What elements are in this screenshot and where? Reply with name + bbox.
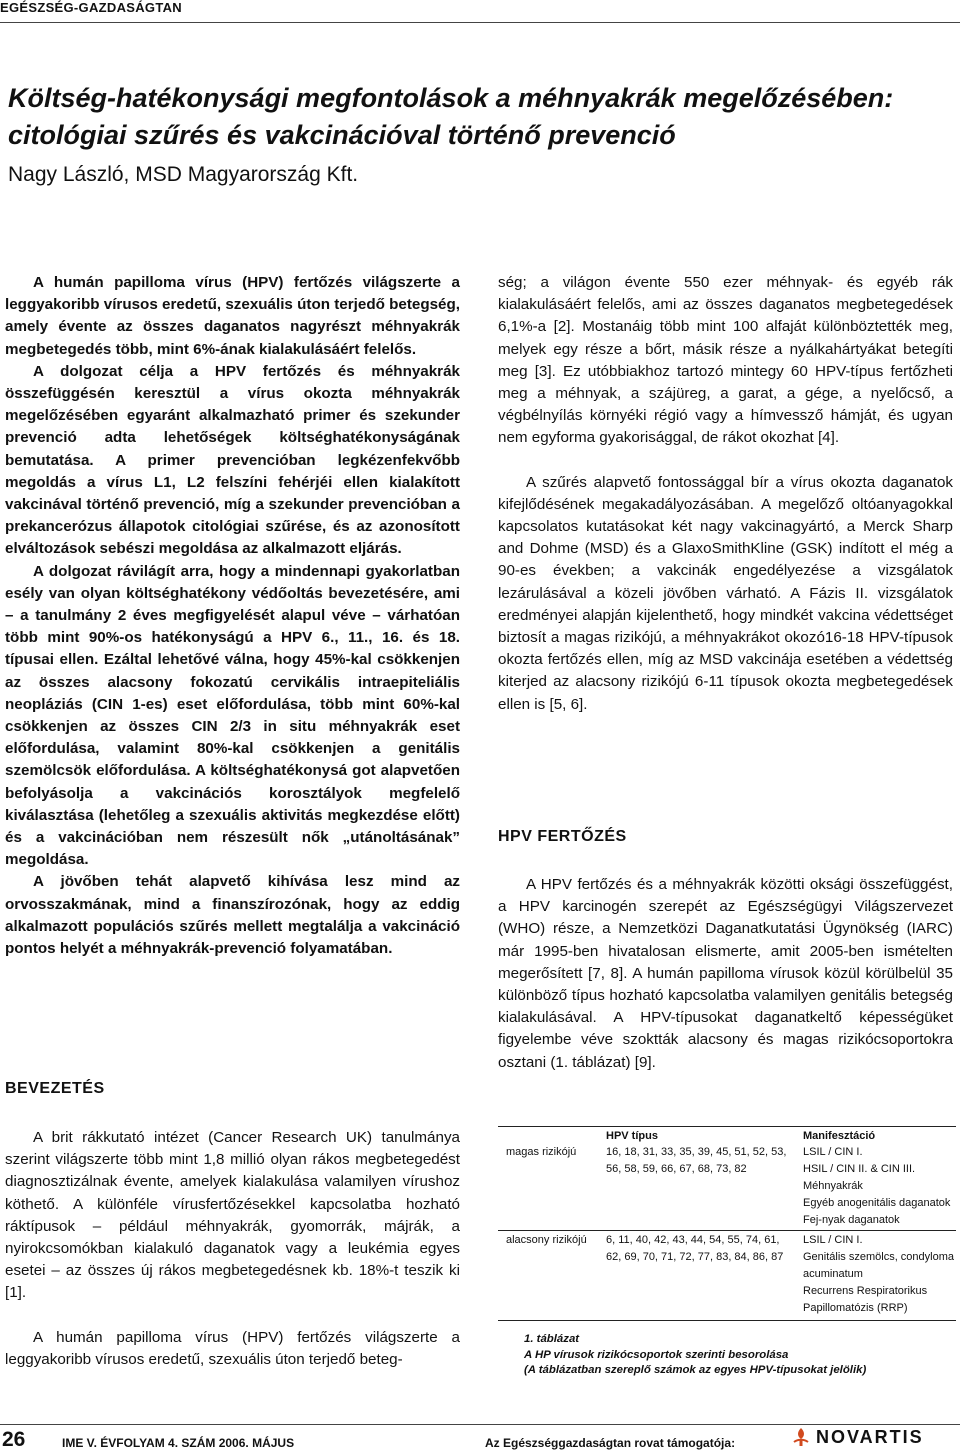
table-header-type: HPV típus [606,1130,658,1142]
caption-title: A HP vírusok rizikócsoportok szerinti besorolása [524,1348,789,1361]
caption-label: 1. táblázat [524,1333,580,1345]
table-types-line: 6, 11, 40, 42, 43, 44, 54, 55, 74, 61, [606,1234,780,1246]
table-manifest-line: LSIL / CIN I. [803,1234,863,1246]
right-column-text [498,272,953,716]
table-row-group: magas rizikójú [506,1146,577,1158]
logo-wordmark: NOVARTIS [816,1426,924,1447]
table-caption [524,1332,866,1379]
table-mid-rule [498,1230,956,1231]
section-label: EGÉSZSÉG-GAZDASÁGTAN [0,0,182,15]
table-types [606,1232,783,1266]
table-types [606,1144,786,1178]
table-types-line: 16, 18, 31, 33, 35, 39, 45, 51, 52, 53, [606,1146,787,1158]
right-paragraph: ség; a világon évente 550 ezer méhnyak- és egyéb rák kialakulásáért felelős, ami az összes daganatos megbetegedések 6,1%-a [2]. Mostanáig több mint 100 alfaját különböztették meg, melyek egy része a bőrt, másik része a nyálkahártyákat betegíti meg [3]. Ez utóbbiakhoz tartozó mintegy 60 HPV-típus fertőzheti meg a méhnyak, a szájüreg, a garat, a gége, a nyelőcső, a végbélnyílás környéki régió vagy a hímvessző hámját, és ugyan nem egyforma gyakorisággal, de rákot okozhat [4]. [498,274,953,447]
table-types-line: 56, 58, 59, 66, 67, 68, 73, 82 [606,1163,747,1175]
table-bottom-rule [498,1320,956,1321]
hpv-paragraph: A HPV fertőzés és a méhnyakrák közötti oksági összefüggést, a HPV karcinogén szerepét az Egészségügyi Világszervezet (WHO) része, a Nemzetközi Daganatkutatási Ügynökség (IARC) már 1995-ben hivatalosan elismerte, amit 2005-ben ismételten megerősített [7, 8]. A humán papilloma vírusok közül körülbelül 35 különböző típus hozható kapcsolatba valamilyen genitális betegség kialakulásával. A HPV-típusokat daganatkeltő képességüket figyelembe véve szoktták alacsony és magas rizikócsoportokra osztani (1. táblázat) [9]. [498,876,953,1071]
abstract-paragraph: A humán papilloma vírus (HPV) fertőzés világszerte a leggyakoribb vírusos eredetű, szexuális úton terjedő betegség, amely évente az összes daganatos nagyrészt méhnyakrák megbetegedés több, mint 6%-ának kialakulásáért felelős. [5,274,460,358]
abstract-paragraph: A dolgozat rávilágít arra, hogy a mindennapi gyakorlatban esély van olyan költséghatékony védőoltás bevezetésére, ami – a tanulmány 2 éves megfigyelését alapul véve – várhatóan több mint 90%-os hatékonyságú a HPV 6., 11., 16. és 18. típusai ellen. Ezáltal lehetővé válna, hogy 45%-kal csökkenjen az összes alacsony fokozatú cervikális intraepiteliális neopláziás (CIN 1-es) eset előfordulása, több mint 60%-kal csökkenjen az összes CIN 2/3 in situ méhnyakrák eset előfordulása, valamint 80%-kal csökkenjen a genitális szemölcsök előfordulása. A költséghatékonysá got alapvetően befolyásolja a vakcinációs korosztályok megfelelő kiválasztása (lehetőleg a szexuális aktivitás megkezdése előtt) és a vakcinációban nem részesült nők „utánoltásának” megoldása. [5,562,460,869]
table-manifest [803,1144,950,1229]
intro-heading: BEVEZETÉS [5,1080,105,1097]
table-manifest-line: Méhnyakrák [803,1180,863,1192]
hpv-body [498,874,953,1074]
table-manifest [803,1232,954,1317]
caption-note: (A táblázatban szereplő számok az egyes HPV-típusokat jelölik) [524,1364,867,1376]
table-manifest-line: Genitális szemölcs, condyloma [803,1251,955,1263]
hpv-heading: HPV FERTŐZÉS [498,828,627,845]
intro-paragraph: A brit rákkutató intézet (Cancer Research UK) tanulmánya szerint világszerte több mint 1,8 millió olyan rákos megbetegedést diagnosztizálnak évente, amelyek kialakulása valamilyen vírushoz köthető. A különféle vírusfertőzésekkel kapcsolatba hozható ráktípusok – például méhnyakrák, gyomorrák, májrák, a nyirokcsomókban kialakuló daganatok vagy a leukémia egyes esetei – az összes új rákos megbetegedésnek kb. 18%-t teszik ki [1]. [5,1129,460,1302]
abstract-paragraph: A dolgozat célja a HPV fertőzés és méhnyakrák összefüggésén keresztül a vírus okozta méhnyakrák megelőzésében egyaránt alkalmazható primer és szekunder prevenció adta lehetőségek költséghatékonyságának bemutatása. A primer prevencióban legkézenfekvőbb megoldás a vírus L1, L2 felszíni fehérjéi ellen kialakított vakcinával történő prevenció, míg a szekunder prevencióban a prekancerózus állapotok citológiai szűrése, és az azonosított elváltozások sebészi megoldása az alkalmazott eljárás. [5,362,460,558]
table-header-manifest: Manifesztáció [803,1130,876,1142]
intro-paragraph: A humán papilloma vírus (HPV) fertőzés világszerte a leggyakoribb vírusos eredetű, szexuális úton terjedő beteg- [5,1328,460,1368]
table-manifest-line: Papillomatózis (RRP) [803,1302,908,1314]
article-title [8,80,958,154]
table-manifest-line: Fej-nyak daganatok [803,1214,900,1226]
byline: Nagy László, MSD Magyarország Kft. [8,163,359,186]
page-number: 26 [2,1428,26,1451]
abstract [5,272,460,960]
table-manifest-line: LSIL / CIN I. [803,1146,863,1158]
title-line-1: Költség-hatékonysági megfontolások a méhnyakrák megelőzésében: [8,83,894,113]
table-manifest-line: Egyéb anogenitális daganatok [803,1197,951,1209]
table-top-rule [498,1126,956,1127]
novartis-logo-icon [790,1426,812,1448]
abstract-paragraph: A jövőben tehát alapvető kihívása lesz mind az orvosszakmának, mind a finanszírozónak, hogy az eddig alkalmazott populációs szűrés mellett megtalálja a vakcináció pontos helyét a méhnyakrák-prevenció folyamatában. [5,873,460,958]
table-manifest-line: acuminatum [803,1268,863,1280]
novartis-logo [790,1425,924,1449]
journal-info: IME V. ÉVFOLYAM 4. SZÁM 2006. MÁJUS [62,1436,295,1450]
sponsor-label: Az Egészséggazdaságtan rovat támogatója: [485,1436,736,1450]
table-row-group: alacsony rizikójú [506,1234,587,1246]
table-manifest-line: HSIL / CIN II. & CIN III. [803,1163,916,1175]
table-types-line: 62, 69, 70, 71, 72, 77, 83, 84, 86, 87 [606,1251,784,1263]
right-paragraph: A szűrés alapvető fontossággal bír a vírus okozta daganatok kifejlődésének megakadályozásában. A megelőző oltóanyagokkal kapcsolatos kutatásokat két nagy vakcinagyártó, a Merck Sharp and Dohme (MSD) és a GlaxoSmithKline (GSK) indított el még a 90-es években; a vakcinák engedélyezése a vizsgálatok lezárulásával a közeli jövőben várható. A Fázis II. vizsgálatok eredményei alapján kijelenthető, hogy mindkét vakcina védettséget biztosít a magas rizikójú, a méhnyakrákot okozó16-18 HPV-típusok okozta fertőzés ellen, míg az MSD vakcinája esetében a védettség kiterjed az alacsony rizikójú 6-11 típusok okozta megbetegedések ellen is [5, 6]. [498,473,953,713]
title-line-2: citológiai szűrés és vakcinációval történő prevenció [8,120,676,150]
table-manifest-line: Recurrens Respiratorikus [803,1285,928,1297]
intro-body [5,1127,460,1371]
